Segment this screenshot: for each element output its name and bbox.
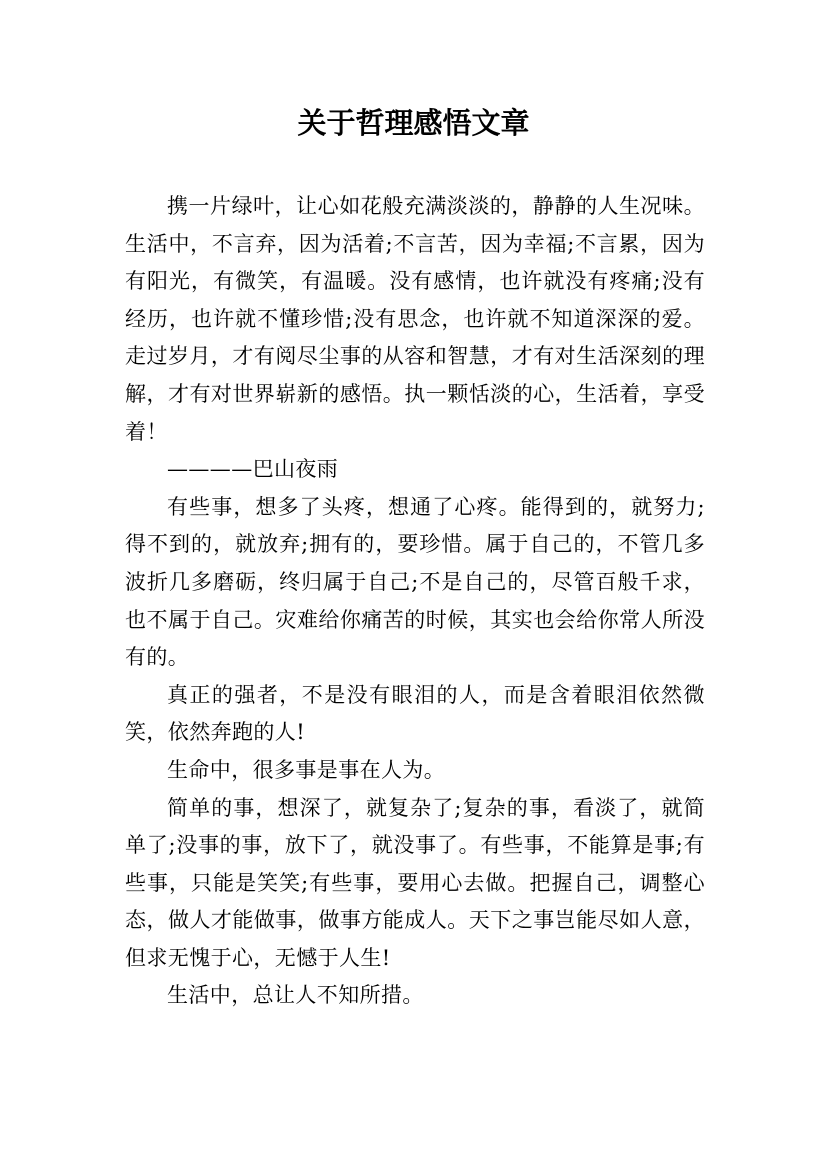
- paragraph: 生命中，很多事是事在人为。: [167, 757, 446, 782]
- paragraph: 有些事，想多了头疼，想通了心疼。能得到的，就努力;得不到的，就放弃;拥有的，要珍惜。属于自己的，不管几多波折几多磨砺，终归属于自己;不是自己的，尽管百般千求，也不属于自己。灾难给你痛苦的时候，其实也会给你常人所没有的。: [125, 494, 705, 670]
- paragraph: 真正的强者，不是没有眼泪的人，而是含着眼泪依然微笑，依然奔跑的人!: [125, 682, 705, 745]
- paragraph-attribution: ————巴山夜雨: [167, 457, 339, 482]
- document-body: [125, 188, 705, 1015]
- document-title: 关于哲理感悟文章: [297, 106, 530, 140]
- paragraph: 生活中，总让人不知所措。: [167, 983, 424, 1008]
- paragraph: 携一片绿叶，让心如花般充满淡淡的，静静的人生况味。生活中，不言弃，因为活着;不言苦，因为幸福;不言累，因为有阳光，有微笑，有温暖。没有感情，也许就没有疼痛;没有经历，也许就不懂珍惜;没有思念，也许就不知道深深的爱。走过岁月，才有阅尽尘事的从容和智慧，才有对生活深刻的理解，才有对世界崭新的感悟。执一颗恬淡的心，生活着，享受着！: [125, 194, 705, 444]
- paragraph: 简单的事，想深了，就复杂了;复杂的事，看淡了，就简单了;没事的事，放下了，就没事了。有些事，不能算是事;有些事，只能是笑笑;有些事，要用心去做。把握自己，调整心态，做人才能做事，做事方能成人。天下之事岂能尽如人意，但求无愧于心，无憾于人生!: [125, 795, 705, 970]
